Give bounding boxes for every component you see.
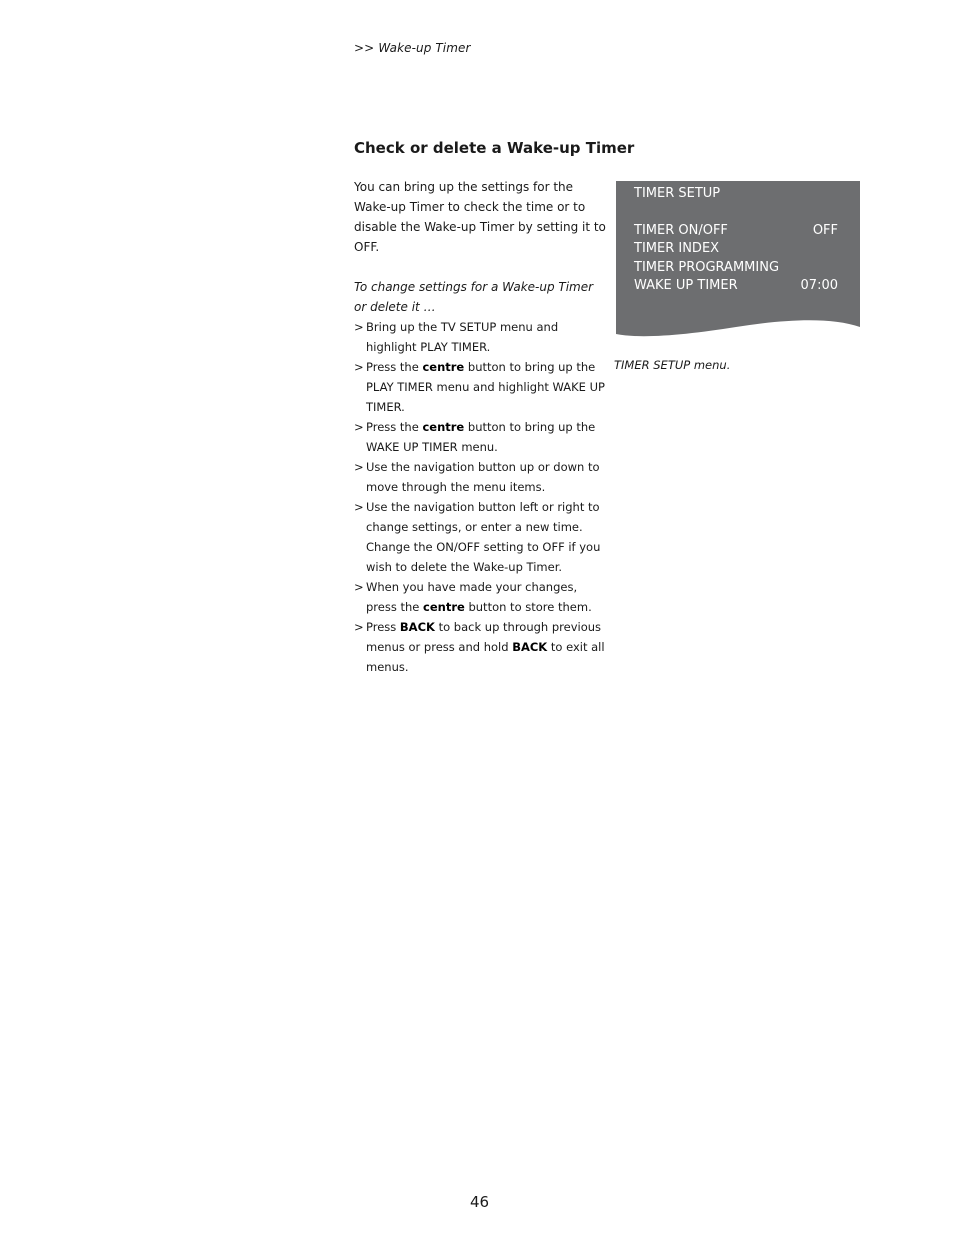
step-6 bbox=[354, 577, 606, 617]
intro-paragraph: You can bring up the settings for the Wake-up Timer to check the time or to disable the Wake-up Timer by setting it to OFF. bbox=[354, 180, 606, 254]
breadcrumb-separator: >> bbox=[354, 41, 375, 55]
timer-setup-menu-illustration bbox=[616, 181, 860, 338]
menu-item-wake-up-timer bbox=[634, 277, 838, 296]
step-2 bbox=[354, 357, 606, 417]
step-text: Use the navigation button up or down to move through the menu items. bbox=[366, 460, 600, 494]
step-text: Press the bbox=[366, 360, 423, 374]
menu-item-value: OFF bbox=[812, 222, 838, 238]
section-title: Check or delete a Wake-up Timer bbox=[354, 139, 635, 157]
page-number: 46 bbox=[470, 1193, 490, 1211]
menu-item-label: TIMER ON/OFF bbox=[634, 222, 728, 238]
menu-title-label: TIMER SETUP bbox=[634, 186, 721, 201]
keyword-centre: centre bbox=[422, 360, 465, 374]
step-text: Use the navigation button left or right to change settings, or enter a new time. Change the ON/OFF setting to OFF if you wish to delete the Wake-up Timer. bbox=[366, 500, 601, 574]
figure-caption: TIMER SETUP menu. bbox=[614, 358, 731, 372]
step-1 bbox=[354, 317, 606, 357]
bullet-marker: > bbox=[354, 320, 364, 334]
step-text: button to bring up the PLAY TIMER menu and highlight WAKE UP TIMER. bbox=[366, 360, 605, 414]
subheading: To change settings for a Wake-up Timer or delete it … bbox=[354, 280, 594, 314]
menu-spacer bbox=[634, 204, 838, 222]
menu-item-label: WAKE UP TIMER bbox=[634, 278, 738, 293]
steps-list bbox=[354, 317, 606, 677]
bullet-marker: > bbox=[354, 580, 364, 594]
step-text: button to bring up the WAKE UP TIMER menu. bbox=[366, 420, 596, 454]
step-3 bbox=[354, 417, 606, 457]
step-text: Press bbox=[366, 620, 400, 634]
menu-item-timer-index bbox=[634, 240, 838, 259]
step-text: When you have made your changes, press the bbox=[366, 580, 578, 614]
bullet-marker: > bbox=[354, 620, 364, 634]
step-text: to exit all menus. bbox=[366, 640, 605, 674]
menu-item-label: TIMER INDEX bbox=[634, 241, 720, 256]
step-text: to back up through previous menus or press and hold bbox=[366, 620, 602, 654]
step-text: Press the bbox=[366, 420, 423, 434]
body-column bbox=[354, 177, 606, 677]
bullet-marker: > bbox=[354, 420, 364, 434]
menu-item-timer-programming bbox=[634, 259, 838, 278]
menu-item-timer-on-off bbox=[634, 222, 838, 241]
breadcrumb-text: Wake-up Timer bbox=[378, 41, 471, 55]
keyword-back: BACK bbox=[512, 640, 548, 654]
step-4 bbox=[354, 457, 606, 497]
keyword-centre: centre bbox=[423, 600, 465, 614]
menu-item-value: 07:00 bbox=[800, 278, 838, 293]
step-7 bbox=[354, 617, 606, 677]
keyword-back: BACK bbox=[399, 620, 435, 634]
keyword-centre: centre bbox=[422, 420, 465, 434]
step-text: button to store them. bbox=[464, 600, 592, 614]
menu-content bbox=[634, 185, 838, 296]
breadcrumb bbox=[354, 41, 471, 55]
bullet-marker: > bbox=[354, 460, 364, 474]
bullet-marker: > bbox=[354, 500, 364, 514]
step-text: Bring up the TV SETUP menu and highlight PLAY TIMER. bbox=[366, 320, 559, 354]
bullet-marker: > bbox=[354, 360, 364, 374]
step-5 bbox=[354, 497, 606, 577]
menu-item-label: TIMER PROGRAMMING bbox=[634, 259, 780, 275]
menu-title bbox=[634, 185, 838, 204]
